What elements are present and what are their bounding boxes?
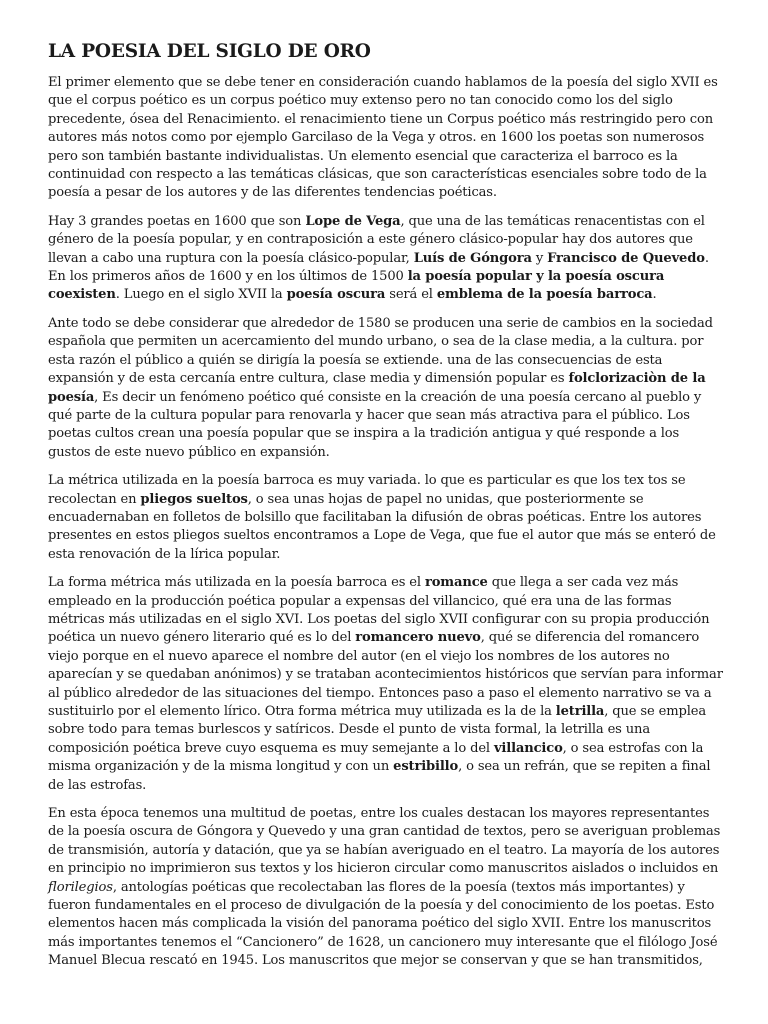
bold-text: estribillo xyxy=(393,759,459,775)
paragraph xyxy=(48,74,724,203)
text-run: , o sea un refrán, que se repiten a final de las estrofas. xyxy=(48,759,711,793)
text-run: En esta época tenemos una multitud de poetas, entre los cuales destacan los mayores representantes de la poesía oscura de Góngora y Quevedo y una gran cantidad de textos, pero se averiguan problemas de transmisión, autoría y datación, que ya se habían averiguado en el teatro. La mayoría de los autores en principio no imprimieron sus textos y los hicieron circular como manuscritos aislados o incluidos en xyxy=(48,806,721,877)
paragraph xyxy=(48,315,724,462)
document-title: LA POESIA DEL SIGLO DE ORO xyxy=(48,41,371,62)
text-run: , que se emplea sobre todo para temas burlescos y satíricos. Desde el punto de vista formal, la letrilla es una composición poética breve cuyo esquema es muy semejante a lo del xyxy=(48,704,706,756)
text-run: , antologías poéticas que recolectaban las flores de la poesía (textos más importantes) y fueron fundamentales en el proceso de divulgación de la poesía y del conocimiento de los poetas. Esto elementos hacen más complicada la visión del panorama poético del siglo XVII. Entre los manuscritos más importantes tenemos el “Cancionero” de 1628, un cancionero muy interesante que el filólogo José Manuel Blecua rescató en 1945. Los manuscritos que mejor se conservan y que se han transmitidos, xyxy=(48,879,718,969)
paragraph xyxy=(48,805,724,971)
text-run: , o sea unas hojas de papel no unidas, que posteriormente se encuadernaban en folletos de bolsillo que facilitaban la difusión de obras poéticas. Entre los autores presentes en estos pliegos sueltos encontramos a Lope de Vega, que fue el autor que más se enteró de esta renovación de la lírica popular. xyxy=(48,491,716,562)
text-run: , o sea estrofas con la misma organización y de la misma longitud y con un xyxy=(48,740,704,775)
bold-text: letrilla xyxy=(555,704,605,719)
text-run: El primer elemento que se debe tener en consideración cuando hablamos de la poesía del siglo XVII es que el corpus poético es un corpus poético muy extenso pero no tan conocido como los del siglo precedente, ósea del Renacimiento. el renacimiento tiene un Corpus poético más restringido pero con autores más notos como por ejemplo Garcilaso de la Vega y otros. en 1600 los poetas son numerosos pero son también bastante individualistas. Un elemento esencial que caracteriza el barroco es la continuidad con respecto a las temáticas clásicas, que son características esenciales sobre todo de la poesía a pesar de los autores y de las diferentes tendencias poéticas. xyxy=(48,75,718,201)
text-run: , que una de las temáticas renacentistas con el género de la poesía popular, y en contraposición a este género clásico-popular hay dos autores que llevan a cabo una ruptura con la poesía clásico-popular, xyxy=(48,213,705,266)
bold-text: pliegos sueltos xyxy=(140,491,248,507)
bold-text: romancero nuevo xyxy=(355,630,481,646)
text-run: y xyxy=(531,250,548,266)
text-run: , qué se diferencia del romancero viejo porque en el nuevo aparece el nombre del autor (en el viejo los nombres de los autores no aparecían y se quedaban anónimos) y se trataban acontecimientos históricos que servían para informar al público alrededor de las situaciones del tiempo. Entonces paso a paso el elemento narrativo se va a sustituirlo por el elemento lírico. Otra forma métrica muy utilizada es la de la xyxy=(48,630,723,719)
bold-text: villancico xyxy=(493,740,563,756)
document-page xyxy=(48,40,724,981)
text-run: será el xyxy=(385,287,437,303)
bold-text: Lope de Vega xyxy=(305,213,401,229)
text-run: Ante todo se debe considerar que alrededor de 1580 se producen una serie de cambios en la sociedad española que permiten un acercamiento del mundo urbano, o sea de la clase media, a la cultura. por esta razón el público a quién se dirigía la poesía se extiende. una de las consecuencias de esta expansión y de esta cercanía entre cultura, clase media y dimensión popular es xyxy=(48,315,713,387)
text-run: . En los primeros años de 1600 y en los últimos de 1500 xyxy=(48,250,709,285)
bold-text: Francisco de Quevedo xyxy=(547,250,705,266)
paragraph xyxy=(48,472,724,564)
text-run: La forma métrica más utilizada en la poesía barroca es el xyxy=(48,575,425,591)
bold-text: Luís de Góngora xyxy=(413,250,532,266)
text-run: , Es decir un fenómeno poético qué consiste en la creación de una poesía cercano al pueblo y qué parte de la cultura popular para renovarla y hacer que sean más atractiva para el público. Los poetas cultos crean una poesía popular que se inspira a la tradición antigua y qué responde a los gustos de este nuevo público en expansión. xyxy=(48,389,702,460)
bold-text: romance xyxy=(424,575,488,591)
bold-text: poesía oscura xyxy=(286,287,386,303)
paragraph xyxy=(48,213,724,305)
bold-text: la poesía popular y la poesía oscura coexisten xyxy=(48,269,665,303)
text-run: que llega a ser cada vez más empleado en la producción poética popular a expensas del villancico, qué era una de las formas métricas más utilizadas en el siglo XVI. Los poetas del siglo XVII configurar con su propia producción poética un nuevo género literario qué es lo del xyxy=(48,575,710,646)
document-body xyxy=(48,74,724,971)
text-run: La métrica utilizada en la poesía barroca es muy variada. lo que es particular es que los tex tos se recolectan en xyxy=(48,473,686,507)
text-run: . xyxy=(652,287,657,303)
bold-text: emblema de la poesía barroca xyxy=(436,287,653,303)
bold-text: folclorizaciòn de la poesía xyxy=(48,371,706,405)
paragraph xyxy=(48,574,724,795)
text-run: . Luego en el siglo XVII la xyxy=(115,287,287,303)
text-run: Hay 3 grandes poetas en 1600 que son xyxy=(48,213,306,229)
italic-text: florilegios xyxy=(48,879,113,895)
